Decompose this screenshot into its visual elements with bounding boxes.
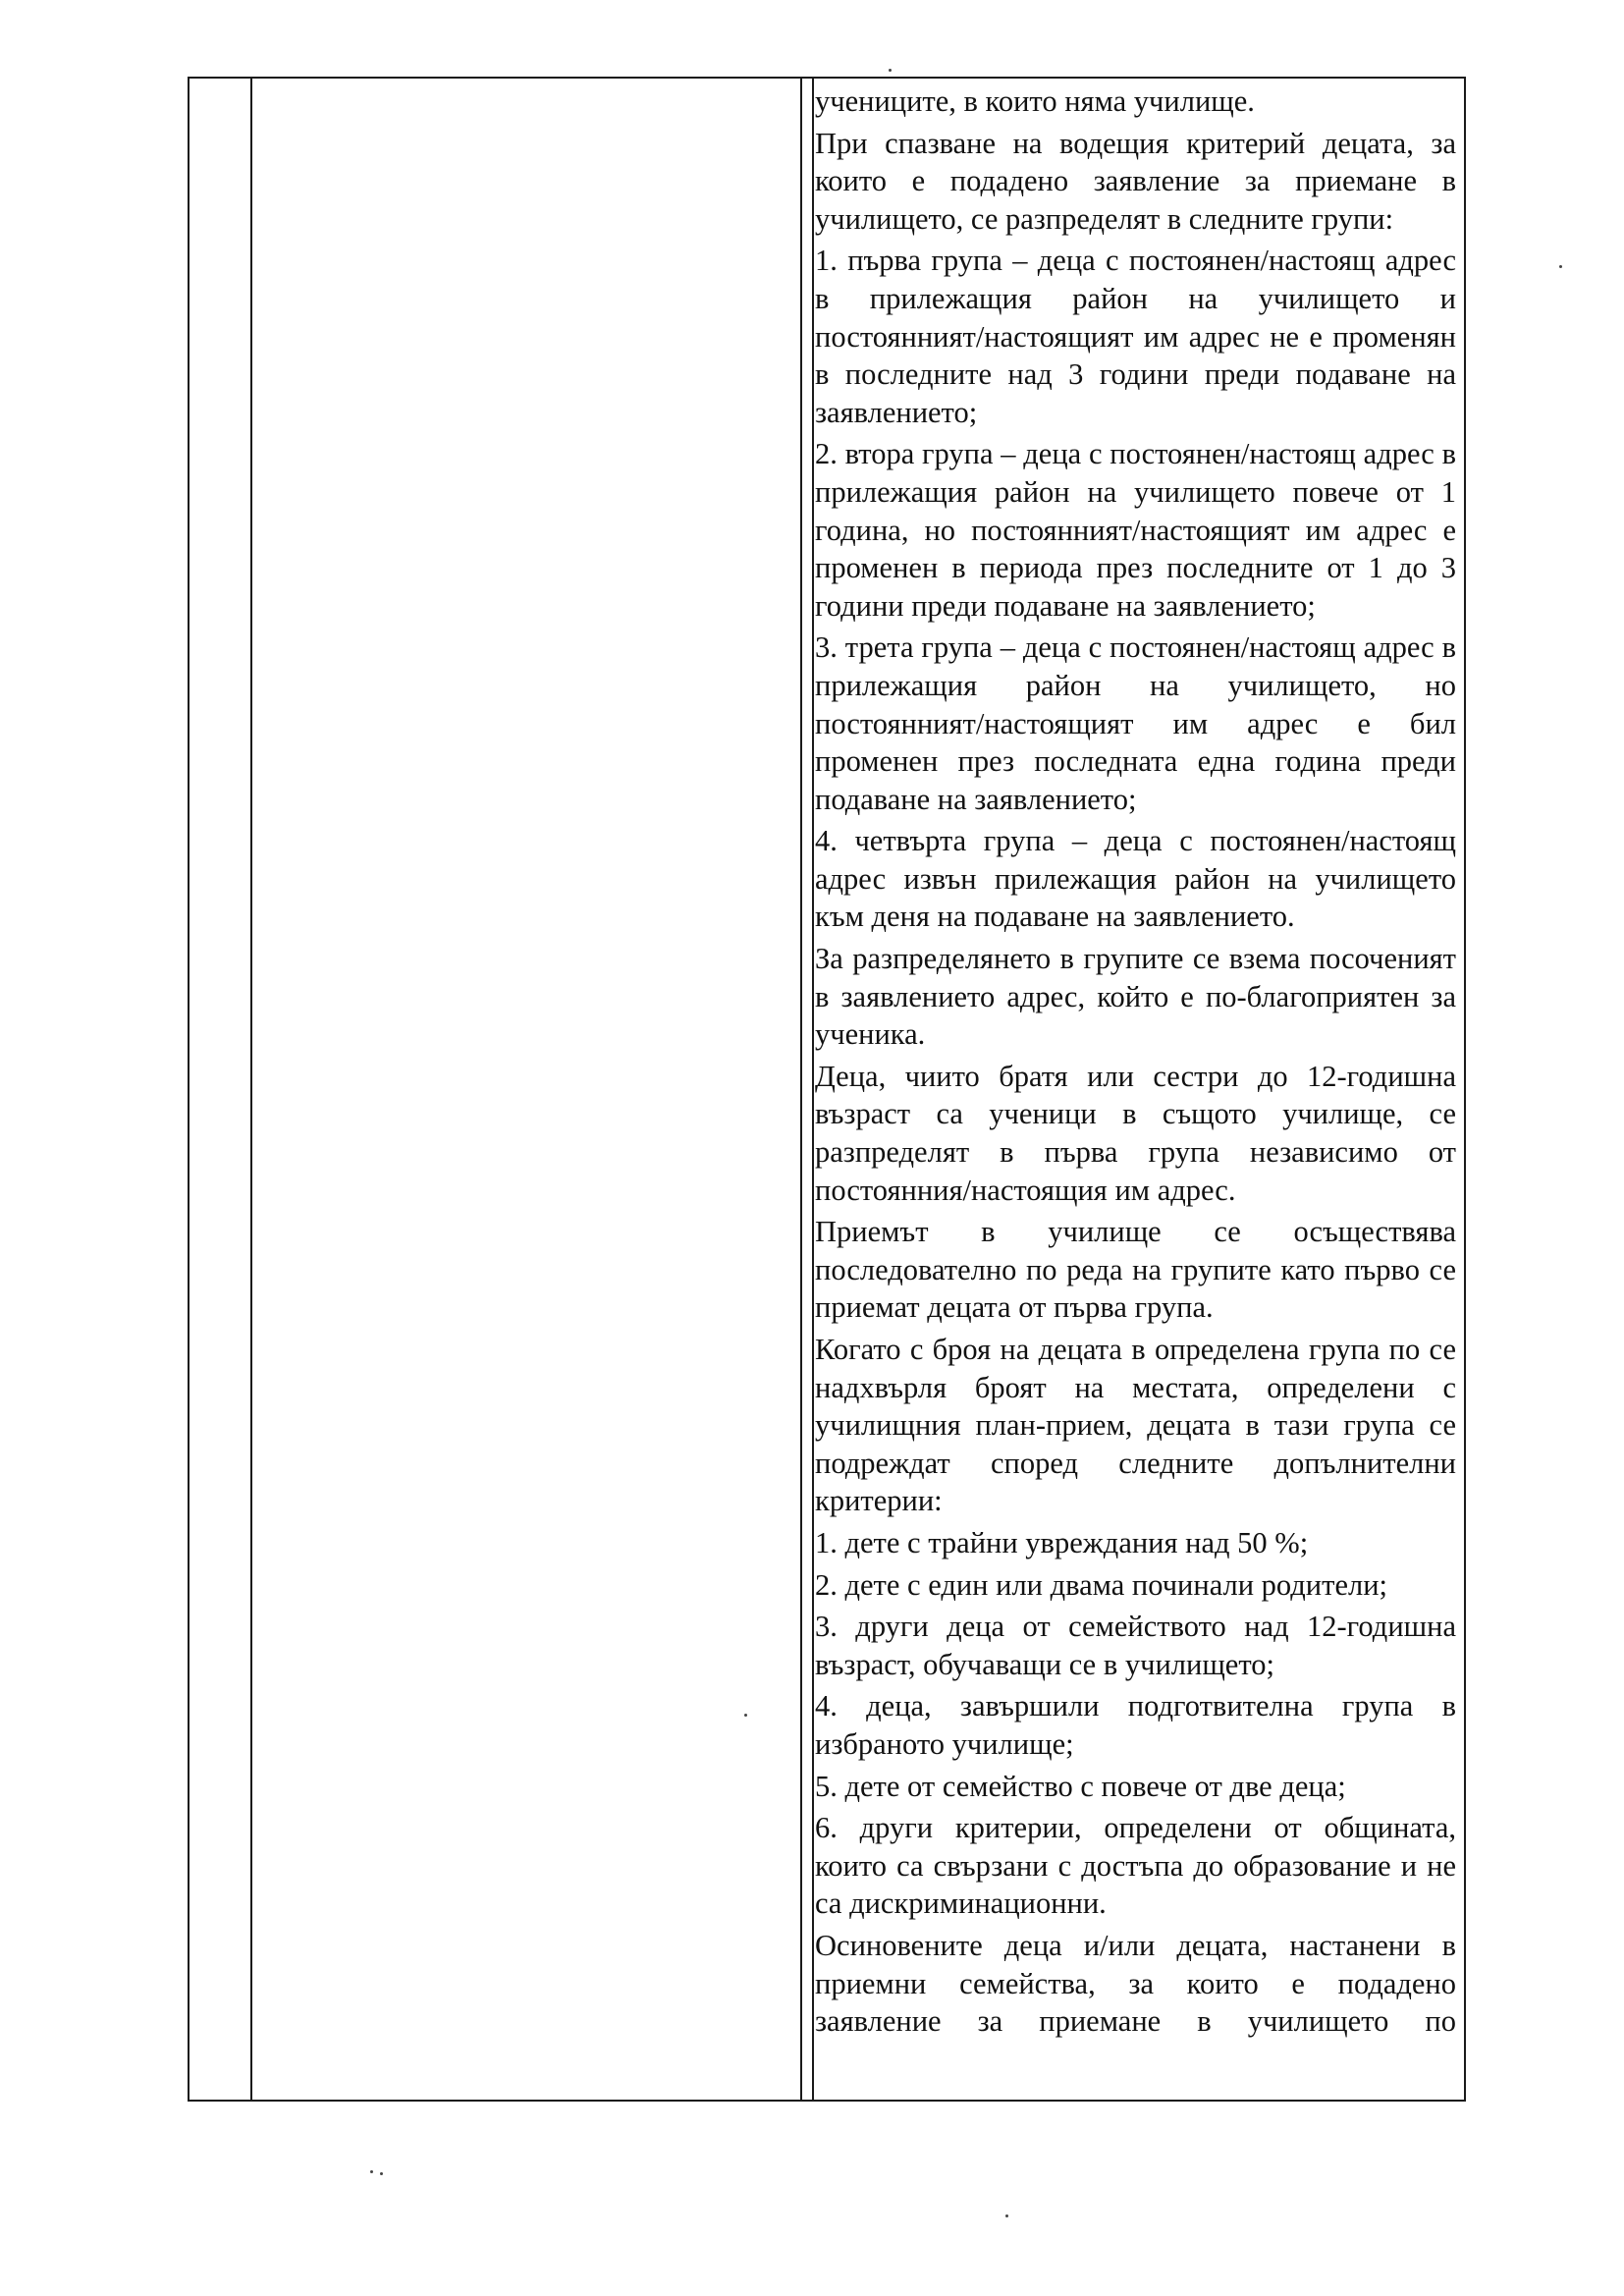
paragraph: Когато с броя на децата в определена група по се надхвърля броят на местата, определени с училищния план-прием, децата в тази група се подреждат според следните допълнителни критерии:	[815, 1333, 1456, 1518]
scan-speck	[370, 2170, 373, 2173]
paragraph: Приемът в училище се осъществява последователно по реда на групите като първо се приемат децата от първа група.	[815, 1215, 1456, 1325]
list-item: 2. втора група – деца с постоянен/настоящ адрес в прилежащия район на училището повече от 1 година, но постоянният/настоящият им адрес е променен в периода през последните от 1 до 3 години преди подаване на заявлението;	[815, 437, 1456, 623]
paragraph: Осиновените деца и/или децата, настанени в приемни семейства, за които е подадено заявление за приемане в училището по	[815, 1928, 1456, 2039]
table-column-divider	[800, 79, 802, 2100]
list-item: 3. други деца от семейството над 12-годишна възраст, обучаващи се в училището;	[815, 1610, 1456, 1681]
list-item: 2. дете с един или двама починали родители;	[815, 1567, 1388, 1602]
list-item: 6. други критерии, определени от общината, които са свързани с достъпа до образование и не са дискриминационни.	[815, 1811, 1456, 1921]
scan-speck	[380, 2172, 383, 2175]
paragraph: При спазване на водещия критерий децата, за които е подадено заявление за приемане в училището, се разпределят в следните групи:	[815, 126, 1456, 236]
scan-speck	[744, 1714, 747, 1717]
scan-speck	[889, 69, 892, 72]
criteria-table	[188, 77, 1466, 2102]
list-item: 3. трета група – деца с постоянен/настоящ адрес в прилежащия район на училището, но постоянният/настоящият им адрес е бил променен през последната една година преди подаване на заявлението;	[815, 630, 1456, 816]
list-item: 4. деца, завършили подготвителна група в избраното училище;	[815, 1689, 1456, 1761]
list-item: 1. първа група – деца с постоянен/настоящ адрес в прилежащия район на училището и постоянният/настоящият им адрес не е променян в последните над 3 години преди подаване на заявлението;	[815, 244, 1456, 429]
paragraph: Деца, чиито братя или сестри до 12-годишна възраст са ученици в същото училище, се разпределят в първа група независимо от постоянния/настоящия им адрес.	[815, 1059, 1456, 1207]
paragraph: учениците, в които няма училище.	[815, 84, 1255, 118]
criteria-text-cell	[815, 82, 1456, 2045]
list-item: 5. дете от семейство с повече от две деца;	[815, 1769, 1346, 1803]
table-column-divider	[250, 79, 252, 2100]
scan-speck	[1559, 265, 1562, 268]
list-item: 4. четвърта група – деца с постоянен/настоящ адрес извън прилежащия район на училището към деня на подаване на заявлението.	[815, 824, 1456, 934]
table-column-divider	[812, 79, 814, 2100]
scan-speck	[1005, 2214, 1008, 2217]
list-item: 1. дете с трайни увреждания над 50 %;	[815, 1525, 1309, 1559]
paragraph: За разпределянето в групите се взема посоченият в заявлението адрес, който е по-благоприятен за ученика.	[815, 942, 1456, 1052]
